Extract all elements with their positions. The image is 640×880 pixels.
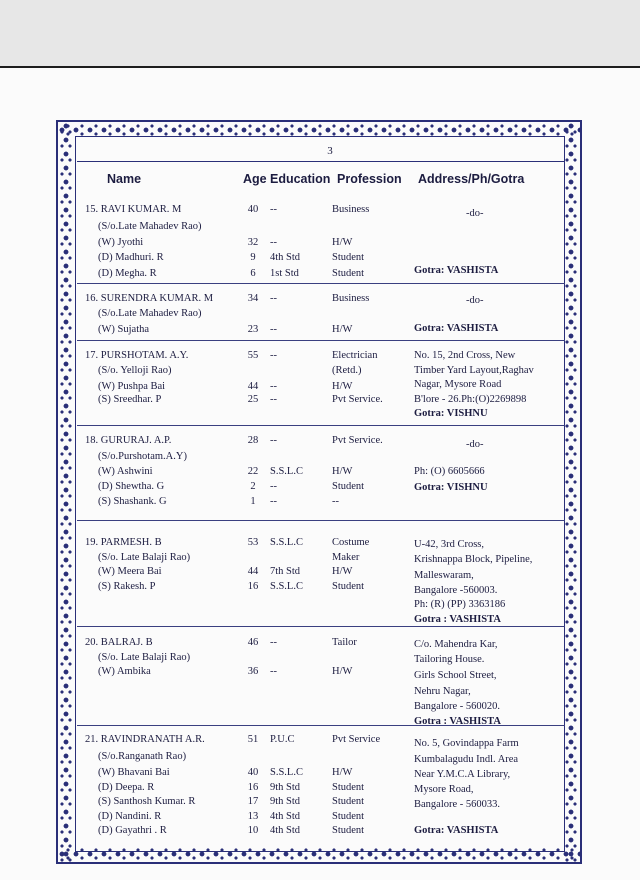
family-3-row-4-address: B'lore - 26.Ph:(O)2269898 <box>414 394 527 405</box>
family-7-row-6-age: 13 <box>247 811 259 822</box>
family-1-row-3-education: -- <box>270 237 277 248</box>
family-1-row-5-profession: Student <box>332 268 365 279</box>
family-3-row-3-profession: H/W <box>332 381 353 392</box>
column-header-address: Address/Ph/Gotra <box>418 172 525 186</box>
family-4-row-1-age: 28 <box>247 435 259 446</box>
family-7-row-1-address: No. 5, Govindappa Farm <box>414 738 519 749</box>
family-1-row-3-age: 32 <box>247 237 259 248</box>
family-7-row-6-profession: Student <box>332 811 365 822</box>
family-5-row-1-age: 53 <box>247 537 259 548</box>
family-1-row-4-age: 9 <box>250 252 256 263</box>
family-4-row-4-education: -- <box>270 481 277 492</box>
family-7-row-2-name: (S/o.Ranganath Rao) <box>98 751 187 762</box>
family-5-row-3-age: 44 <box>247 566 259 577</box>
page-number: 3 <box>327 145 333 157</box>
family-1-row-2-name: (S/o.Late Mahadev Rao) <box>98 221 202 232</box>
family-6-row-2-name: (S/o. Late Balaji Rao) <box>98 652 191 663</box>
family-7-row-6-education: 4th Std <box>270 811 301 822</box>
family-7-row-5-profession: Student <box>332 796 365 807</box>
family-1-row-4-name: (D) Madhuri. R <box>98 252 164 263</box>
family-3-row-2-profession: (Retd.) <box>332 365 362 376</box>
family-5-row-1-education: S.S.L.C <box>270 537 303 548</box>
family-7-row-1-profession: Pvt Service <box>332 734 381 745</box>
family-2-row-1-age: 34 <box>247 293 259 304</box>
family-5-row-4-age: 16 <box>247 581 259 592</box>
family-5-row-3-name: (W) Meera Bai <box>98 566 162 577</box>
family-2-row-3-name: (W) Sujatha <box>98 324 150 335</box>
family-4-row-3-age: 22 <box>247 466 259 477</box>
family-6-row-4-address: Nehru Nagar, <box>414 686 471 697</box>
family-2-row-3-age: 23 <box>247 324 259 335</box>
family-3-row-1-profession: Electrician <box>332 350 378 361</box>
family-2-row-2-name: (S/o.Late Mahadev Rao) <box>98 308 202 319</box>
header-divider <box>77 161 565 162</box>
family-7-row-4-address: Mysore Road, <box>414 784 474 795</box>
family-4-row-1-profession: Pvt Service. <box>332 435 383 446</box>
family-7-row-3-education: S.S.L.C <box>270 767 303 778</box>
family-4-row-5-profession: -- <box>332 496 339 507</box>
family-2-row-1-name: 16. SURENDRA KUMAR. M <box>85 293 214 304</box>
family-4-row-4-address: Gotra: VISHNU <box>414 482 488 493</box>
family-3-row-5-address: Gotra: VISHNU <box>414 408 488 419</box>
family-5-row-1-address: U-42, 3rd Cross, <box>414 539 484 550</box>
family-5-row-5-address: Ph: (R) (PP) 3363186 <box>414 599 506 610</box>
family-6-row-6-address: Gotra : VASHISTA <box>414 716 501 727</box>
family-2-row-1-education: -- <box>270 293 277 304</box>
family-5-row-4-address: Bangalore -560003. <box>414 585 498 596</box>
family-3-row-4-education: -- <box>270 394 277 405</box>
family-3-row-1-address: No. 15, 2nd Cross, New <box>414 350 516 361</box>
family-2-row-1-address: -do- <box>466 295 484 306</box>
family-7-row-3-address: Near Y.M.C.A Library, <box>414 769 511 780</box>
family-3-row-2-name: (S/o. Yelloji Rao) <box>98 365 172 376</box>
family-7-row-1-education: P.U.C <box>270 734 295 745</box>
family-7-row-5-address: Bangalore - 560033. <box>414 799 501 810</box>
family-7-row-7-name: (D) Gayathri . R <box>98 825 167 836</box>
section-divider <box>77 425 565 426</box>
section-divider <box>77 520 565 521</box>
family-7-row-7-profession: Student <box>332 825 365 836</box>
family-1-row-1-name: 15. RAVI KUMAR. M <box>85 204 182 215</box>
family-3-row-2-address: Timber Yard Layout,Raghav <box>414 365 534 376</box>
family-4-row-1-name: 18. GURURAJ. A.P. <box>85 435 172 446</box>
family-5-row-1-name: 19. PARMESH. B <box>85 537 162 548</box>
family-3-row-3-address: Nagar, Mysore Road <box>414 379 502 390</box>
family-7-row-5-education: 9th Std <box>270 796 301 807</box>
column-header-education: Education <box>270 172 331 186</box>
family-6-row-1-name: 20. BALRAJ. B <box>85 637 153 648</box>
family-4-row-1-education: -- <box>270 435 277 446</box>
family-1-row-5-name: (D) Megha. R <box>98 268 157 279</box>
family-4-row-3-name: (W) Ashwini <box>98 466 153 477</box>
family-1-row-4-education: 4th Std <box>270 252 301 263</box>
family-3-row-4-name: (S) Sreedhar. P <box>98 394 162 405</box>
family-7-row-4-profession: Student <box>332 782 365 793</box>
family-6-row-3-name: (W) Ambika <box>98 666 151 677</box>
family-3-row-1-name: 17. PURSHOTAM. A.Y. <box>85 350 189 361</box>
section-divider <box>77 725 565 726</box>
family-7-row-4-name: (D) Deepa. R <box>98 782 155 793</box>
scan-top-strip <box>0 0 640 68</box>
family-2-row-1-profession: Business <box>332 293 370 304</box>
column-header-profession: Profession <box>337 172 402 186</box>
family-1-row-5-age: 6 <box>250 268 256 279</box>
family-6-row-5-address: Bangalore - 560020. <box>414 701 501 712</box>
family-1-row-5-education: 1st Std <box>270 268 299 279</box>
family-3-row-4-age: 25 <box>247 394 259 405</box>
family-6-row-3-age: 36 <box>247 666 259 677</box>
family-5-row-2-address: Krishnappa Block, Pipeline, <box>414 554 533 565</box>
family-5-row-3-address: Malleswaram, <box>414 570 474 581</box>
family-7-row-5-name: (S) Santhosh Kumar. R <box>98 796 196 807</box>
family-1-row-4-profession: Student <box>332 252 365 263</box>
section-divider <box>77 340 565 341</box>
family-7-row-3-age: 40 <box>247 767 259 778</box>
family-5-row-2-name: (S/o. Late Balaji Rao) <box>98 552 191 563</box>
family-7-row-7-address: Gotra: VASHISTA <box>414 825 499 836</box>
family-7-row-1-name: 21. RAVINDRANATH A.R. <box>85 734 205 745</box>
family-3-row-1-age: 55 <box>247 350 259 361</box>
family-5-row-2-profession: Maker <box>332 552 360 563</box>
family-6-row-1-education: -- <box>270 637 277 648</box>
column-header-age: Age <box>243 172 267 186</box>
family-7-row-3-name: (W) Bhavani Bai <box>98 767 170 778</box>
family-3-row-1-education: -- <box>270 350 277 361</box>
family-3-row-3-name: (W) Pushpa Bai <box>98 381 166 392</box>
family-2-row-3-profession: H/W <box>332 324 353 335</box>
family-2-row-3-address: Gotra: VASHISTA <box>414 323 499 334</box>
family-7-row-6-name: (D) Nandini. R <box>98 811 162 822</box>
family-1-row-1-address: -do- <box>466 208 484 219</box>
family-7-row-4-age: 16 <box>247 782 259 793</box>
family-4-row-2-name: (S/o.Purshotam.A.Y) <box>98 451 187 462</box>
family-1-row-3-name: (W) Jyothi <box>98 237 144 248</box>
family-5-row-3-profession: H/W <box>332 566 353 577</box>
family-5-row-4-name: (S) Rakesh. P <box>98 581 156 592</box>
family-6-row-1-address: C/o. Mahendra Kar, <box>414 639 498 650</box>
family-4-row-3-education: S.S.L.C <box>270 466 303 477</box>
family-5-row-6-address: Gotra : VASHISTA <box>414 614 501 625</box>
family-5-row-3-education: 7th Std <box>270 566 301 577</box>
family-3-row-3-age: 44 <box>247 381 259 392</box>
column-header-name: Name <box>107 172 142 186</box>
section-divider <box>77 626 565 627</box>
family-4-row-3-profession: H/W <box>332 466 353 477</box>
family-5-row-4-education: S.S.L.C <box>270 581 303 592</box>
family-6-row-3-education: -- <box>270 666 277 677</box>
family-1-row-1-education: -- <box>270 204 277 215</box>
family-2-row-3-education: -- <box>270 324 277 335</box>
family-5-row-1-profession: Costume <box>332 537 370 548</box>
family-6-row-2-address: Tailoring House. <box>414 654 485 665</box>
family-7-row-7-age: 10 <box>247 825 259 836</box>
family-4-row-5-name: (S) Shashank. G <box>98 496 167 507</box>
family-7-row-7-education: 4th Std <box>270 825 301 836</box>
family-7-row-1-age: 51 <box>247 734 259 745</box>
family-7-row-3-profession: H/W <box>332 767 353 778</box>
family-5-row-4-profession: Student <box>332 581 365 592</box>
family-6-row-1-profession: Tailor <box>332 637 357 648</box>
family-3-row-4-profession: Pvt Service. <box>332 394 383 405</box>
family-4-row-4-profession: Student <box>332 481 365 492</box>
family-3-row-3-education: -- <box>270 381 277 392</box>
family-4-row-4-name: (D) Shewtha. G <box>98 481 165 492</box>
family-6-row-1-age: 46 <box>247 637 259 648</box>
family-4-row-4-age: 2 <box>250 481 256 492</box>
family-6-row-3-address: Girls School Street, <box>414 670 497 681</box>
family-4-row-3-address: Ph: (O) 6605666 <box>414 466 485 477</box>
family-6-row-3-profession: H/W <box>332 666 353 677</box>
family-4-row-5-age: 1 <box>250 496 256 507</box>
family-1-row-1-profession: Business <box>332 204 370 215</box>
family-1-row-3-profession: H/W <box>332 237 353 248</box>
family-1-row-1-age: 40 <box>247 204 259 215</box>
family-4-row-5-education: -- <box>270 496 277 507</box>
section-divider <box>77 283 565 284</box>
family-7-row-4-education: 9th Std <box>270 782 301 793</box>
family-7-row-2-address: Kumbalagudu Indl. Area <box>414 754 519 765</box>
family-7-row-5-age: 17 <box>247 796 259 807</box>
family-4-row-1-address: -do- <box>466 439 484 450</box>
family-1-row-5-address: Gotra: VASHISTA <box>414 265 499 276</box>
